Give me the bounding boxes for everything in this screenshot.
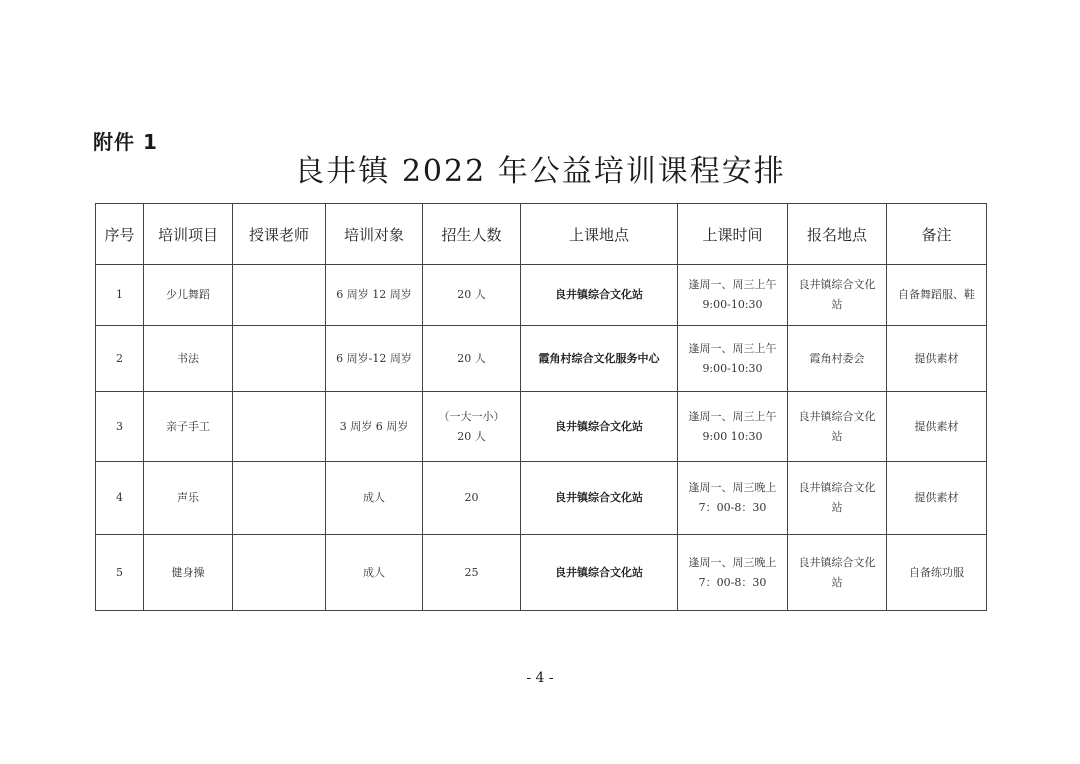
cell-time (678, 326, 788, 392)
cell-project: 亲子手工 (144, 392, 233, 462)
cell-signup-line: 站 (831, 298, 843, 311)
cell-audience: 成人 (326, 535, 423, 611)
cell-signup (788, 392, 887, 462)
cell-project: 声乐 (144, 462, 233, 535)
cell-time (678, 462, 788, 535)
cell-time-line: 9:00-10:30 (702, 298, 763, 311)
cell-note: 自备练功服 (887, 535, 987, 611)
cell-project: 书法 (144, 326, 233, 392)
cell-note: 提供素材 (887, 462, 987, 535)
header-cell-enroll: 招生人数 (423, 204, 521, 265)
table-header-row (96, 204, 987, 265)
attachment-label: 附件 1 (93, 130, 158, 154)
header-cell-audience: 培训对象 (326, 204, 423, 265)
cell-teacher (233, 265, 326, 326)
cell-location: 良井镇综合文化站 (521, 462, 678, 535)
cell-signup-line: 站 (831, 429, 843, 443)
cell-teacher (233, 392, 326, 462)
header-cell-time: 上课时间 (678, 204, 788, 265)
cell-no: 3 (96, 392, 144, 462)
header-cell-note: 备注 (887, 204, 987, 265)
header-cell-teacher: 授课老师 (233, 204, 326, 265)
cell-project: 健身操 (144, 535, 233, 611)
page-number: - 4 - (526, 670, 554, 686)
cell-enroll-line: 20 人 (457, 429, 486, 443)
cell-audience: 6 周岁-12 周岁 (326, 326, 423, 392)
cell-no: 2 (96, 326, 144, 392)
cell-location: 良井镇综合文化站 (521, 265, 678, 326)
cell-signup-line: 站 (831, 575, 843, 589)
table-row (96, 326, 987, 392)
cell-audience: 6 周岁 12 周岁 (326, 265, 423, 326)
cell-enroll (423, 462, 521, 535)
cell-time-line: 9:00-10:30 (702, 361, 763, 375)
cell-time (678, 535, 788, 611)
cell-no: 5 (96, 535, 144, 611)
cell-enroll (423, 265, 521, 326)
header-cell-location: 上课地点 (521, 204, 678, 265)
cell-teacher (233, 326, 326, 392)
cell-enroll-line: 20 人 (457, 351, 486, 365)
table-row (96, 392, 987, 462)
cell-signup-line: 站 (831, 501, 843, 514)
cell-signup (788, 265, 887, 326)
cell-time-line: 逢周一、周三晚上 (688, 555, 777, 569)
cell-time-line: 逢周一、周三上午 (688, 409, 777, 423)
cell-time-line: 逢周一、周三上午 (688, 278, 777, 291)
cell-project: 少儿舞蹈 (144, 265, 233, 326)
table-row (96, 462, 987, 535)
cell-note: 提供素材 (887, 326, 987, 392)
cell-time (678, 392, 788, 462)
cell-no: 4 (96, 462, 144, 535)
cell-time-line: 9:00 10:30 (702, 429, 763, 443)
cell-enroll-line: 20 人 (457, 288, 486, 301)
cell-time (678, 265, 788, 326)
cell-time-line: 7：00-8：30 (698, 575, 767, 589)
cell-note: 提供素材 (887, 392, 987, 462)
header-cell-signup: 报名地点 (788, 204, 887, 265)
cell-signup-line: 良井镇综合文化 (798, 409, 876, 423)
header-cell-project: 培训项目 (144, 204, 233, 265)
document-title: 良井镇 2022 年公益培训课程安排 (294, 154, 786, 189)
cell-location: 良井镇综合文化站 (521, 392, 678, 462)
cell-audience: 成人 (326, 462, 423, 535)
cell-time-line: 逢周一、周三上午 (688, 341, 777, 355)
cell-enroll-line: （一大一小） (438, 409, 505, 423)
cell-time-line: 逢周一、周三晚上 (688, 481, 777, 494)
header-cell-no: 序号 (96, 204, 144, 265)
cell-signup (788, 462, 887, 535)
cell-signup (788, 535, 887, 611)
cell-enroll (423, 326, 521, 392)
cell-teacher (233, 535, 326, 611)
cell-enroll-line: 20 (464, 491, 479, 504)
cell-time-line: 7：00-8：30 (698, 501, 767, 514)
cell-signup-line: 良井镇综合文化 (798, 555, 876, 569)
cell-note: 自备舞蹈服、鞋 (887, 265, 987, 326)
cell-teacher (233, 462, 326, 535)
cell-audience: 3 周岁 6 周岁 (326, 392, 423, 462)
cell-signup-line: 良井镇综合文化 (798, 278, 876, 291)
cell-signup-line: 霞角村委会 (809, 351, 865, 365)
table-row (96, 265, 987, 326)
cell-enroll (423, 535, 521, 611)
cell-no: 1 (96, 265, 144, 326)
cell-location: 霞角村综合文化服务中心 (521, 326, 678, 392)
cell-signup-line: 良井镇综合文化 (798, 481, 876, 494)
course-schedule-table (95, 203, 987, 611)
cell-location: 良井镇综合文化站 (521, 535, 678, 611)
cell-enroll-line: 25 (464, 565, 479, 579)
table-row (96, 535, 987, 611)
cell-enroll (423, 392, 521, 462)
cell-signup (788, 326, 887, 392)
